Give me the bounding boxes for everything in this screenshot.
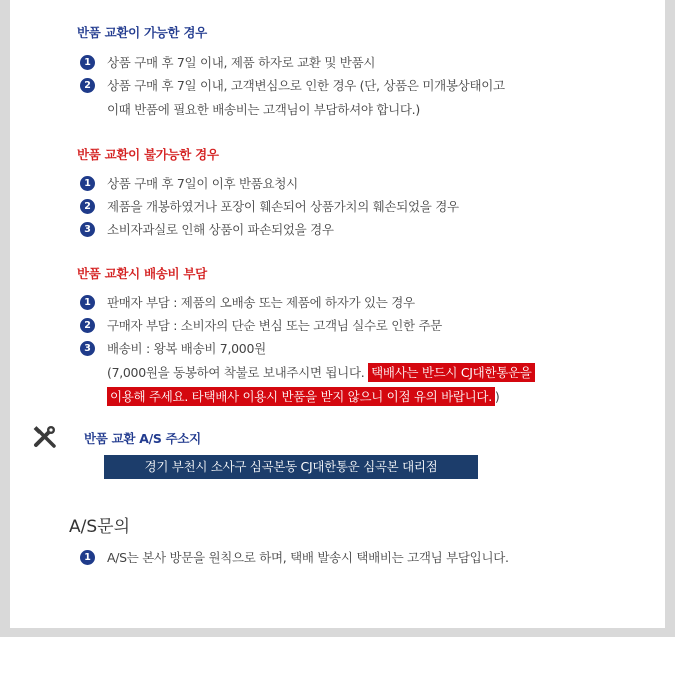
section-title-exchange-impossible: 반품 교환이 불가능한 경우 (77, 147, 219, 162)
shipping-note-line-1 (107, 365, 535, 381)
shipping-note-text: (7,000원을 동봉하여 착불로 보내주시면 됩니다. (107, 365, 369, 380)
number-badge: 3 (80, 222, 95, 237)
shipping-note-highlight: 택배사는 반드시 CJ대한통운을 (368, 363, 534, 382)
shipping-note-line-2 (107, 389, 499, 405)
list-item-text: 판매자 부담 : 제품의 오배송 또는 제품에 하자가 있는 경우 (107, 295, 415, 310)
list-item-text: 제품을 개봉하였거나 포장이 훼손되어 상품가치의 훼손되었을 경우 (107, 199, 459, 214)
number-badge: 3 (80, 341, 95, 356)
section-title-exchange-possible: 반품 교환이 가능한 경우 (77, 25, 207, 40)
list-item-text: 상품 구매 후 7일 이내, 제품 하자로 교환 및 반품시 (107, 55, 376, 70)
list-item-text: 배송비 : 왕복 배송비 7,000원 (107, 341, 266, 356)
as-title: A/S문의 (69, 517, 130, 537)
number-badge: 1 (80, 295, 95, 310)
number-badge: 2 (80, 199, 95, 214)
list-item-text: A/S는 본사 방문을 원칙으로 하며, 택배 발송시 택배비는 고객님 부담입니다. (107, 550, 509, 565)
number-badge: 2 (80, 78, 95, 93)
section-title-shipping-cost: 반품 교환시 배송비 부담 (77, 266, 207, 281)
list-item-text: 소비자과실로 인해 상품이 파손되었을 경우 (107, 222, 334, 237)
shipping-note-highlight: 이용해 주세요. 타택배사 이용시 반품을 받지 않으니 이점 유의 바랍니다. (107, 387, 495, 406)
list-item-text: 상품 구매 후 7일이 이후 반품요청시 (107, 176, 298, 191)
list-item-continuation: 이때 반품에 필요한 배송비는 고객님이 부담하셔야 합니다.) (107, 102, 420, 117)
number-badge: 1 (80, 550, 95, 565)
number-badge: 1 (80, 176, 95, 191)
address-box: 경기 부천시 소사구 심곡본동 CJ대한통운 심곡본 대리점 (104, 455, 478, 479)
tools-icon (30, 425, 60, 449)
list-item-text: 구매자 부담 : 소비자의 단순 변심 또는 고객님 실수로 인한 주문 (107, 318, 443, 333)
shipping-note-end: ) (494, 389, 500, 404)
number-badge: 2 (80, 318, 95, 333)
number-badge: 1 (80, 55, 95, 70)
address-title: 반품 교환 A/S 주소지 (84, 431, 201, 446)
list-item-text: 상품 구매 후 7일 이내, 고객변심으로 인한 경우 (단, 상품은 미개봉상태이고 (107, 78, 505, 93)
